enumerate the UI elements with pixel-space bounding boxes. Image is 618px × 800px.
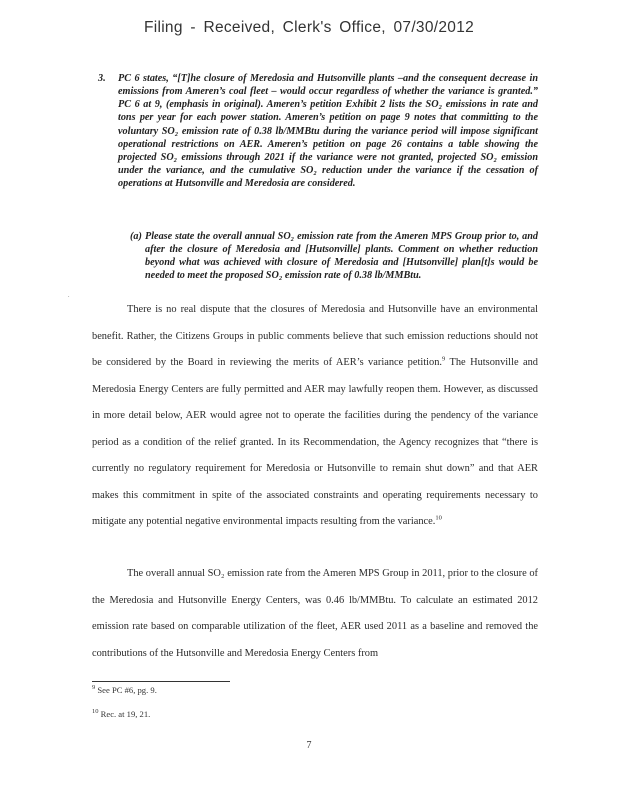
footnote-10-mark: 10	[92, 708, 99, 716]
footnote-9	[92, 685, 157, 695]
margin-mark: .	[68, 293, 70, 299]
sub-question-text: Please state the overall annual SO₂ emission rate from the Ameren MPS Group prior to, and after the closure of Meredosia and [Hutsonville] plants. Comment on whether reduction beyond what was achieved with closure of Meredosia and [Hutsonville] plan[t]s would be needed to meet the proposed SO₂ emission rate of 0.38 lb/MMBtu.	[145, 231, 538, 282]
footnote-9-text: See PC #6, pg. 9.	[95, 685, 157, 695]
footnote-ref-9: 9	[442, 355, 446, 363]
footnote-divider	[92, 681, 230, 682]
question-3-block	[98, 72, 538, 190]
body-paragraph-2	[92, 561, 538, 667]
body-paragraph-1	[92, 297, 538, 536]
question-3a-block	[130, 230, 538, 283]
body-paragraph-2-text: The overall annual SO₂ emission rate from the Ameren MPS Group in 2011, prior to the closure of the Meredosia and Hutsonville Energy Centers, was 0.46 lb/MMBtu. To calculate an estimated 2012 emission rate based on comparable utilization of the fleet, AER used 2011 as a baseline and removed the contributions of the Hutsonville and Meredosia Energy Centers from	[92, 568, 538, 659]
footnote-9-mark: 9	[92, 684, 96, 692]
question-text: PC 6 states, “[T]he closure of Meredosia and Hutsonville plants –and the consequent decrease in emissions from Ameren’s coal fleet – would occur regardless of whether the variance is granted.” PC 6 at 9, (emphasis in original). Ameren’s petition Exhibit 2 lists the SO₂ emissions in rate and tons per year for each power station. Ameren’s petition on page 9 notes that committing to the voluntary SO₂ emission rate of 0.38 lb/MMBtu during the variance period will impose significant operational restrictions on AER. Ameren’s petition on page 26 contains a table showing the projected SO₂ emissions through 2021 if the variance were not granted, projected SO₂ emission under the variance, and the cumulative SO₂ reduction under the variance if the cessation of operations at Hutsonville and Meredosia are considered.	[118, 73, 538, 190]
page-number: 7	[306, 740, 312, 751]
question-number: 3.	[98, 73, 106, 84]
body-paragraph-1-part-b: The Hutsonville and Meredosia Energy Centers are fully permitted and AER may lawfully reopen them. However, as discussed in more detail below, AER would agree not to operate the facilities during the pendency of the variance period as a condition of the relief granted. In its Recommendation, the Agency recognizes that “there is currently no regulatory requirement for Meredosia or Hutsonville to remain shut down” and that AER makes this commitment in spite of the associated constraints and operating requirements necessary to mitigate any potential negative environmental impacts resulting from the variance.	[92, 357, 538, 527]
footnote-ref-10: 10	[435, 514, 442, 522]
sub-question-label: (a)	[130, 231, 142, 242]
footnote-10-text: Rec. at 19, 21.	[98, 709, 151, 719]
footnote-10	[92, 709, 150, 719]
body-paragraph-1-part-a: There is no real dispute that the closures of Meredosia and Hutsonville have an environmental benefit. Rather, the Citizens Groups in public comments believe that such emission reductions should not be considered by the Board in reviewing the merits of AER’s variance petition.	[92, 304, 538, 368]
filing-stamp-header: Filing - Received, Clerk's Office, 07/30/2012	[143, 19, 475, 36]
